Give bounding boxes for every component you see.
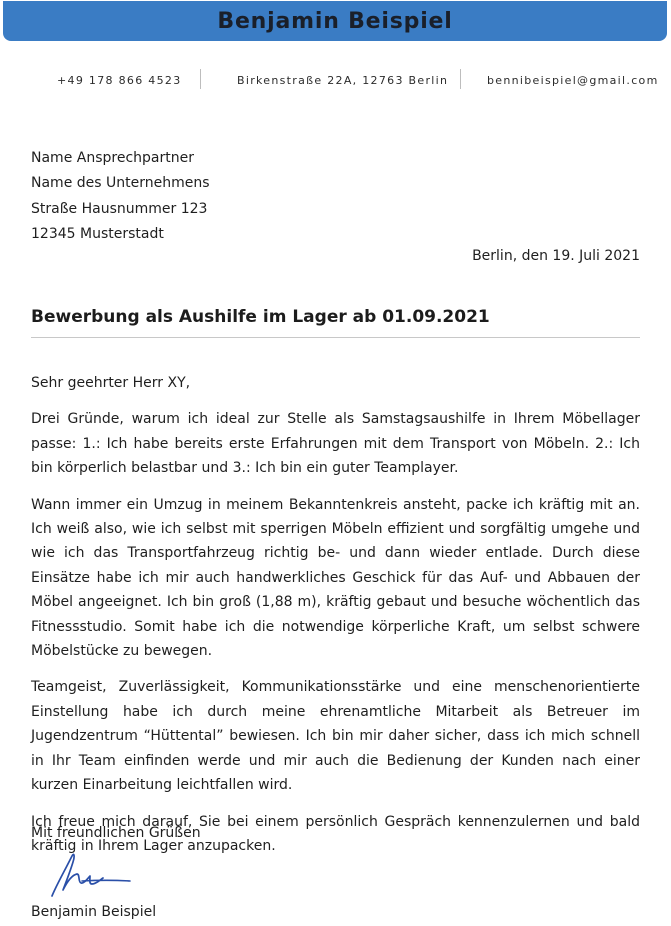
recipient-line: Straße Hausnummer 123 bbox=[31, 200, 208, 217]
subject-line: Bewerbung als Aushilfe im Lager ab 01.09.2021 bbox=[31, 307, 490, 327]
contact-phone: +49 178 866 4523 bbox=[57, 74, 182, 87]
recipient-line: Name des Unternehmens bbox=[31, 175, 210, 192]
recipient-address bbox=[31, 146, 210, 247]
letter-body bbox=[31, 371, 640, 870]
letter-date: Berlin, den 19. Juli 2021 bbox=[472, 248, 640, 264]
salutation: Sehr geehrter Herr XY, bbox=[31, 375, 191, 391]
applicant-name: Benjamin Beispiel bbox=[217, 8, 453, 34]
handwritten-signature bbox=[44, 850, 136, 902]
header-bar bbox=[3, 1, 667, 41]
contact-email: bennibeispiel@gmail.com bbox=[487, 74, 659, 87]
signer-name: Benjamin Beispiel bbox=[31, 904, 157, 920]
contact-divider bbox=[460, 69, 461, 89]
closing-phrase: Mit freundlichen Grüßen bbox=[31, 825, 201, 841]
recipient-line: 12345 Musterstadt bbox=[31, 225, 164, 242]
subject-divider bbox=[31, 337, 640, 338]
body-paragraph: Drei Gründe, warum ich ideal zur Stelle als Samstagsaushilfe in Ihrem Möbellager passe: 1.: Ich habe bereits erste Erfahrungen mit dem Transport von Möbeln. 2.: Ich bin körperlich belastbar und 3.: Ich bin ein guter Teamplayer. bbox=[31, 411, 640, 477]
contact-address: Birkenstraße 22A, 12763 Berlin bbox=[237, 74, 449, 87]
body-paragraph: Wann immer ein Umzug in meinem Bekanntenkreis ansteht, packe ich kräftig mit an. Ich weiß also, wie ich selbst mit sperrigen Möbeln effizient und sorgfältig umgehe und wie ich das Transportfahrzeug richtig be- und dann wieder entlade. Durch diese Einsätze habe ich mir auch handwerkliches Geschick für das Auf- und Abbauen der Möbel angeeignet. Ich bin groß (1,88 m), kräftig gebaut und besuche wöchentlich das Fitnessstudio. Somit habe ich die notwendige körperliche Kraft, um selbst schwere Möbelstücke zu bewegen. bbox=[31, 496, 640, 660]
body-paragraph: Teamgeist, Zuverlässigkeit, Kommunikationsstärke und eine menschenorientierte Einstellung habe ich durch meine ehrenamtliche Mitarbeit als Betreuer im Jugendzentrum “Hüttental” bewiesen. Ich bin mir daher sicher, dass ich mich schnell in Ihr Team einfinden werde und mir auch die Bedienung der Kunden nach einer kurzen Einarbeitung leichtfallen wird. bbox=[31, 679, 640, 794]
body-paragraph: Ich freue mich darauf, Sie bei einem persönlich Gespräch kennenzulernen und bald kräftig in Ihrem Lager anzupacken. bbox=[31, 813, 640, 854]
contact-divider bbox=[200, 69, 201, 89]
recipient-line: Name Ansprechpartner bbox=[31, 150, 194, 166]
